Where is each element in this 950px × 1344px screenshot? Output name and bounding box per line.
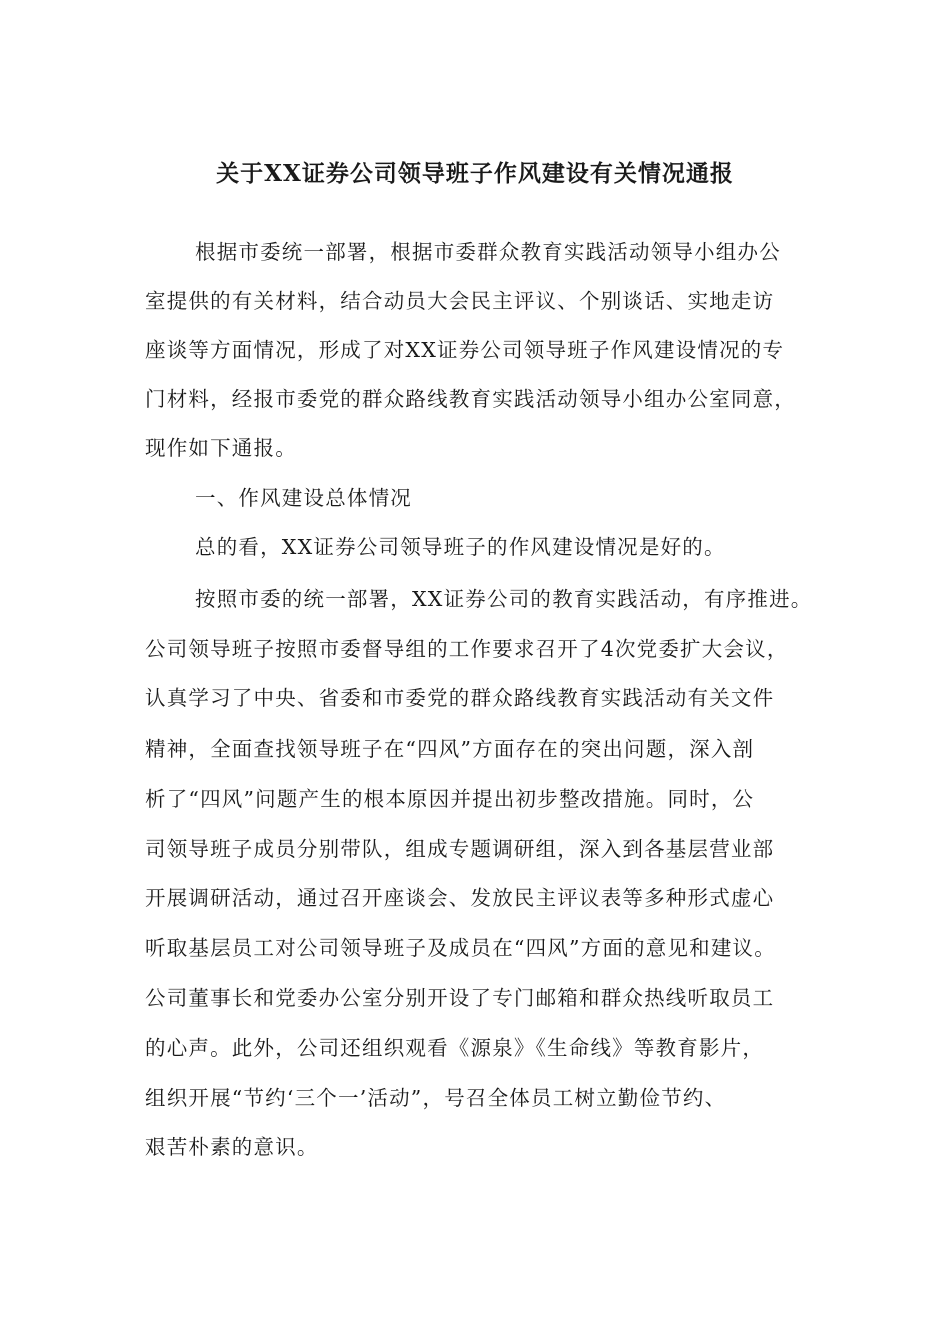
paragraph-line: 门材料，经报市委党的群众路线教育实践活动领导小组办公室同意， [145,387,796,411]
paragraph-line: 座谈等方面情况，形成了对XX证券公司领导班子作风建设情况的专 [145,338,785,362]
section-heading: 一、作风建设总体情况 [195,486,412,510]
paragraph-line: 组织开展“节约‘三个一’活动”，号召全体员工树立勤俭节约、 [145,1086,727,1110]
paragraph-line: 公司董事长和党委办公室分别开设了专门邮箱和群众热线听取员工 [145,986,775,1010]
paragraph-line: 精神，全面查找领导班子在“四风”方面存在的突出问题，深入剖 [145,737,755,761]
paragraph-line: 听取基层员工对公司领导班子及成员在“四风”方面的意见和建议。 [145,936,776,960]
paragraph-line: 的心声。此外，公司还组织观看《源泉》《生命线》等教育影片， [145,1036,765,1060]
paragraph-line: 室提供的有关材料，结合动员大会民主评议、个别谈话、实地走访 [145,289,775,313]
paragraph-line: 司领导班子成员分别带队，组成专题调研组，深入到各基层营业部 [145,837,775,861]
paragraph-line: 现作如下通报。 [145,436,297,460]
document-title: 关于XX证券公司领导班子作风建设有关情况通报 [216,160,734,187]
paragraph-line: 开展调研活动，通过召开座谈会、发放民主评议表等多种形式虚心 [145,886,775,910]
paragraph-line: 根据市委统一部署，根据市委群众教育实践活动领导小组办公 [195,240,781,264]
paragraph-line: 认真学习了中央、省委和市委党的群众路线教育实践活动有关文件 [145,686,775,710]
paragraph-line: 按照市委的统一部署，XX证券公司的教育实践活动，有序推进。 [195,587,813,611]
paragraph-line: 析了“四风”问题产生的根本原因并提出初步整改措施。同时，公 [145,787,755,811]
paragraph-line: 艰苦朴素的意识。 [145,1135,319,1159]
paragraph-line: 总的看，XX证券公司领导班子的作风建设情况是好的。 [195,535,726,559]
paragraph-line: 公司领导班子按照市委督导组的工作要求召开了4次党委扩大会议， [145,637,789,661]
